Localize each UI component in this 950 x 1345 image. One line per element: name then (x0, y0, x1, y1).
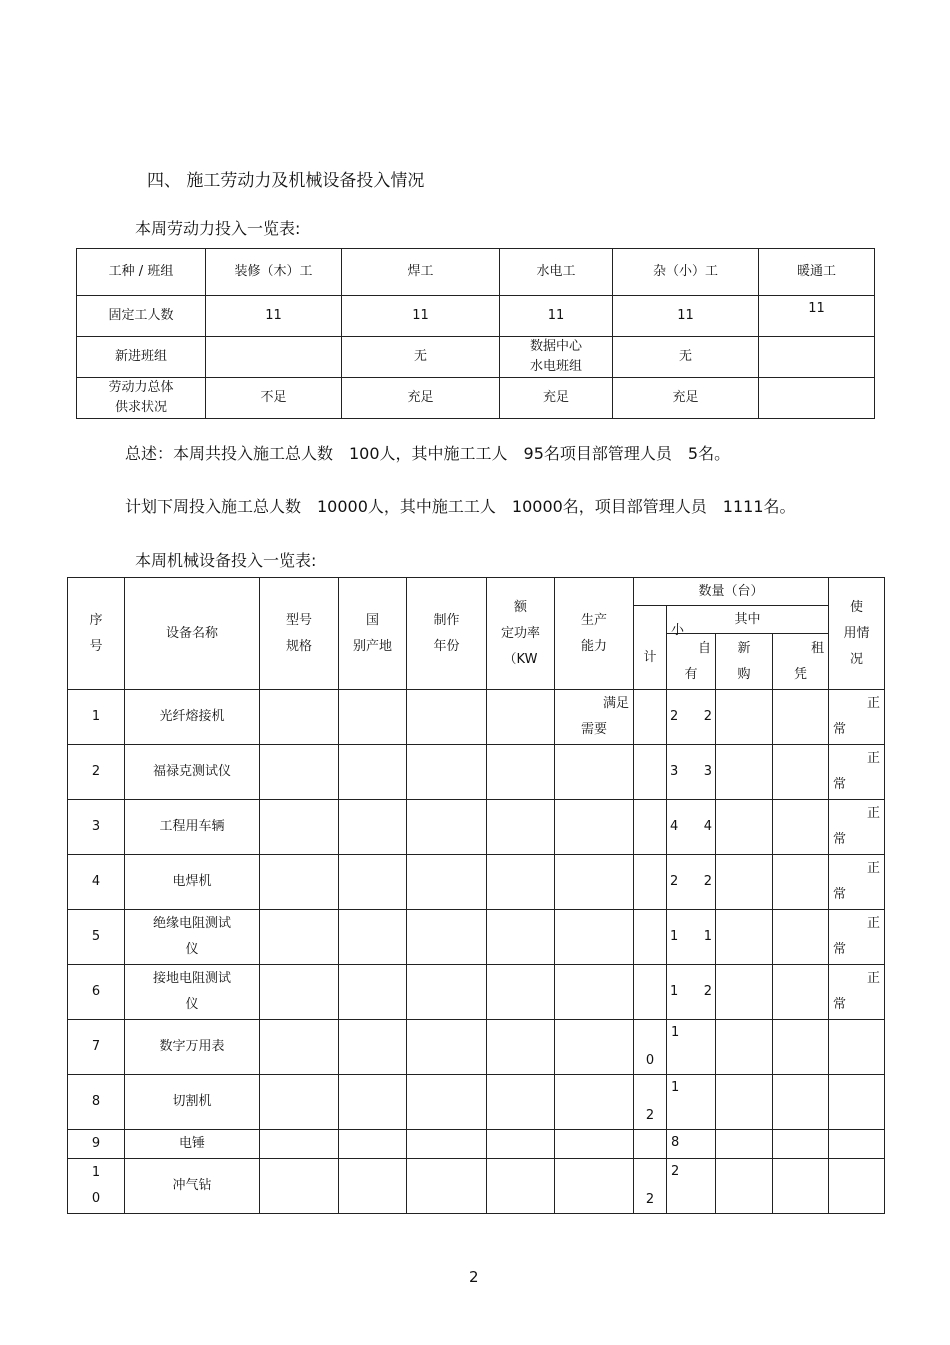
cell-capacity (555, 910, 634, 965)
cell-origin (339, 910, 407, 965)
cell-total: 2 (634, 1075, 667, 1130)
cell-seq (68, 1075, 125, 1130)
cell-model (260, 1159, 339, 1214)
cell-origin (339, 1159, 407, 1214)
cell-total (634, 800, 667, 855)
cell-own-value: 2 (703, 984, 712, 999)
cell-own (667, 800, 716, 855)
cell-line: 5 (91, 929, 101, 944)
cell-line: 7 (91, 1039, 101, 1054)
cell-line: 8 (91, 1094, 101, 1109)
cell-year (407, 1130, 487, 1159)
cell-status (829, 1159, 885, 1214)
cell-line: 福禄克测试仪 (152, 764, 231, 779)
cell-total (634, 690, 667, 745)
cell-own-value: 2 (703, 709, 712, 724)
cell-rent (773, 800, 829, 855)
labor-header-cell: 暖通工 (759, 249, 875, 296)
cell-total (634, 910, 667, 965)
cell-year (407, 855, 487, 910)
equipment-row (68, 745, 885, 800)
cell-origin (339, 1020, 407, 1075)
cell-total (634, 855, 667, 910)
cell-new (716, 855, 773, 910)
cell-line: 绝缘电阻测试 (152, 916, 231, 931)
cell-line: 接地电阻测试 (152, 971, 231, 986)
cell-rent (773, 1159, 829, 1214)
cell-own (667, 745, 716, 800)
cell-small: 1 (670, 984, 679, 999)
cell-line: 常 (833, 997, 847, 1012)
header-text: 别产地 (352, 638, 392, 654)
cell-small: 1 (670, 929, 679, 944)
labor-header-cell: 水电工 (500, 249, 613, 296)
labor-cell: 充足 (613, 378, 759, 419)
cell-model (260, 800, 339, 855)
cell-line: 常 (833, 722, 847, 737)
cell-seq (68, 1020, 125, 1075)
cell-seq (68, 910, 125, 965)
cell-new (716, 910, 773, 965)
cell-line: 仪 (185, 942, 199, 957)
cell-own: 2 (667, 1159, 716, 1214)
labor-cell (759, 337, 875, 378)
cell-new (716, 1020, 773, 1075)
cell-power (487, 1130, 555, 1159)
cell-name (125, 910, 260, 965)
cell-rent (773, 1130, 829, 1159)
cell-seq (68, 965, 125, 1020)
cell-line: 正 (867, 806, 881, 821)
labor-cell: 11 (613, 296, 759, 337)
cell-small: 3 (670, 764, 679, 779)
header-quantity: 数量（台） (634, 578, 829, 606)
cell-new (716, 1130, 773, 1159)
cell-capacity (555, 1159, 634, 1214)
cell-line: 满足 (602, 696, 629, 711)
cell-small: 2 (670, 874, 679, 889)
cell-total (634, 745, 667, 800)
cell-capacity (555, 1075, 634, 1130)
cell-status (829, 855, 885, 910)
cell-model (260, 1075, 339, 1130)
cell-seq (68, 800, 125, 855)
labor-header-cell: 装修（木）工 (206, 249, 342, 296)
header-text: 小 (671, 623, 685, 638)
labor-row-label: 新进班组 (77, 337, 206, 378)
labor-cell: 11 (206, 296, 342, 337)
cell-line: 切割机 (172, 1094, 212, 1109)
cell-year (407, 690, 487, 745)
cell-line: 正 (867, 861, 881, 876)
labor-row-label: 固定工人数 (77, 296, 206, 337)
cell-new (716, 745, 773, 800)
cell-power (487, 690, 555, 745)
cell-origin (339, 745, 407, 800)
labor-cell (759, 378, 875, 419)
header-text: 生产 (580, 612, 607, 628)
cell-name (125, 1159, 260, 1214)
cell-seq (68, 1130, 125, 1159)
cell-year (407, 1159, 487, 1214)
header-text: 年份 (433, 638, 460, 654)
header-text: 购 (737, 666, 751, 682)
cell-rent (773, 910, 829, 965)
cell-rent (773, 965, 829, 1020)
equipment-table-title: 本周机械设备投入一览表: (135, 551, 317, 570)
labor-cell: 无 (342, 337, 500, 378)
header-among: 其中 (667, 606, 829, 634)
cell-status (829, 800, 885, 855)
cell-capacity (555, 690, 634, 745)
cell-line: 数字万用表 (159, 1039, 225, 1054)
cell-line: 4 (91, 874, 101, 889)
cell-power (487, 800, 555, 855)
cell-model (260, 965, 339, 1020)
header-new (716, 634, 773, 690)
cell-own: 1 (667, 1020, 716, 1075)
header-rent (773, 634, 829, 690)
header-origin (339, 578, 407, 690)
cell-seq (68, 690, 125, 745)
cell-own: 1 (667, 1075, 716, 1130)
cell-small: 2 (670, 709, 679, 724)
header-total: 计 (634, 606, 667, 690)
cell-own (667, 855, 716, 910)
cell-line: 6 (91, 984, 101, 999)
cell-name (125, 800, 260, 855)
cell-line: 3 (91, 819, 101, 834)
cell-total (634, 965, 667, 1020)
cell-name (125, 745, 260, 800)
cell-seq (68, 855, 125, 910)
cell-power (487, 855, 555, 910)
cell-line: 常 (833, 942, 847, 957)
equipment-table (67, 577, 885, 1214)
labor-header-cell: 工种 / 班组 (77, 249, 206, 296)
cell-line: 正 (867, 916, 881, 931)
cell-new (716, 690, 773, 745)
header-text: 使 (850, 599, 864, 615)
cell-capacity (555, 800, 634, 855)
header-text: 制作 (433, 612, 460, 628)
cell-status (829, 690, 885, 745)
cell-rent (773, 745, 829, 800)
cell-model (260, 745, 339, 800)
header-text: 有 (684, 666, 698, 682)
equipment-row (68, 1159, 885, 1214)
equipment-row (68, 1130, 885, 1159)
cell-year (407, 1020, 487, 1075)
labor-cell: 无 (613, 337, 759, 378)
header-capacity (555, 578, 634, 690)
cell-model (260, 855, 339, 910)
cell-small: 4 (670, 819, 679, 834)
labor-cell: 11 (342, 296, 500, 337)
cell-name (125, 1130, 260, 1159)
cell-line: 1 (91, 709, 101, 724)
labor-cell: 不足 (206, 378, 342, 419)
header-text: 况 (850, 651, 864, 667)
labor-header-cell: 杂（小）工 (613, 249, 759, 296)
header-name: 设备名称 (125, 578, 260, 690)
cell-year (407, 800, 487, 855)
cell-status (829, 965, 885, 1020)
labor-table (76, 248, 875, 419)
equipment-body (68, 690, 885, 1214)
equipment-row (68, 800, 885, 855)
cell-year (407, 965, 487, 1020)
header-text: 凭 (794, 666, 808, 682)
cell-line: 0 (91, 1191, 101, 1206)
cell-status (829, 910, 885, 965)
cell-name (125, 965, 260, 1020)
header-status (829, 578, 885, 690)
cell-total (634, 1130, 667, 1159)
header-seq (68, 578, 125, 690)
cell-own-value: 4 (703, 819, 712, 834)
cell-year (407, 910, 487, 965)
labor-cell: 11 (500, 296, 613, 337)
cell-total: 2 (634, 1159, 667, 1214)
cell-capacity (555, 1130, 634, 1159)
cell-new (716, 1159, 773, 1214)
labor-header-cell: 焊工 (342, 249, 500, 296)
cell-own-value: 1 (703, 929, 712, 944)
header-text: 定功率 (500, 625, 540, 641)
cell-capacity (555, 1020, 634, 1075)
cell-line: 常 (833, 832, 847, 847)
cell-line: 2 (91, 764, 101, 779)
cell-status (829, 1075, 885, 1130)
header-text: 国 (365, 612, 379, 628)
labor-cell: 数据中心 水电班组 (500, 337, 613, 378)
cell-new (716, 1075, 773, 1130)
cell-power (487, 1075, 555, 1130)
cell-own-value: 2 (703, 874, 712, 889)
cell-rent (773, 1020, 829, 1075)
cell-line: 需要 (580, 722, 607, 737)
cell-rent (773, 690, 829, 745)
cell-model (260, 910, 339, 965)
cell-own (667, 965, 716, 1020)
cell-total: 0 (634, 1020, 667, 1075)
cell-line: 1 (91, 1165, 101, 1180)
cell-capacity (555, 965, 634, 1020)
header-text: 型号 (285, 612, 312, 628)
cell-power (487, 1020, 555, 1075)
cell-origin (339, 1075, 407, 1130)
header-text: 号 (89, 638, 103, 654)
cell-line: 常 (833, 887, 847, 902)
labor-row-label: 劳动力总体 供求状况 (77, 378, 206, 419)
cell-origin (339, 855, 407, 910)
cell-own: 8 (667, 1130, 716, 1159)
equipment-row (68, 1020, 885, 1075)
equipment-row (68, 910, 885, 965)
cell-status (829, 1130, 885, 1159)
cell-name (125, 1020, 260, 1075)
summary-line: 总述：本周共投入施工总人数 100人，其中施工工人 95名项目部管理人员 5名。 (125, 444, 731, 463)
plan-line: 计划下周投入施工总人数 10000人，其中施工工人 10000名，项目部管理人员 1111名。 (125, 497, 796, 516)
cell-power (487, 745, 555, 800)
labor-cell (206, 337, 342, 378)
cell-origin (339, 800, 407, 855)
section-heading: 四、 施工劳动力及机械设备投入情况 (147, 171, 425, 191)
cell-seq (68, 745, 125, 800)
cell-capacity (555, 745, 634, 800)
header-text: 序 (89, 612, 103, 628)
labor-cell: 充足 (500, 378, 613, 419)
cell-capacity (555, 855, 634, 910)
cell-model (260, 1020, 339, 1075)
header-text: 用情 (843, 625, 870, 641)
cell-line: 电锤 (178, 1136, 205, 1151)
cell-origin (339, 1130, 407, 1159)
header-text: 额 (513, 599, 527, 615)
cell-rent (773, 855, 829, 910)
header-text: 自 (697, 640, 711, 656)
cell-rent (773, 1075, 829, 1130)
cell-line: 正 (867, 751, 881, 766)
cell-line: 电焊机 (172, 874, 212, 889)
equipment-row (68, 1075, 885, 1130)
page-number: 2 (469, 1268, 479, 1286)
header-text: 新 (737, 640, 751, 656)
header-text: 能力 (580, 638, 607, 654)
cell-line: 正 (867, 971, 881, 986)
cell-origin (339, 690, 407, 745)
cell-power (487, 965, 555, 1020)
cell-name (125, 1075, 260, 1130)
equipment-row (68, 855, 885, 910)
cell-line: 冲气钻 (172, 1178, 212, 1193)
cell-name (125, 855, 260, 910)
equipment-row (68, 965, 885, 1020)
cell-status (829, 1020, 885, 1075)
cell-line: 正 (867, 696, 881, 711)
labor-cell: 充足 (342, 378, 500, 419)
cell-line: 光纤熔接机 (159, 709, 225, 724)
cell-line: 常 (833, 777, 847, 792)
cell-year (407, 745, 487, 800)
cell-origin (339, 965, 407, 1020)
equipment-row (68, 690, 885, 745)
cell-status (829, 745, 885, 800)
cell-line: 仪 (185, 997, 199, 1012)
header-text: 租 (811, 640, 825, 656)
cell-power (487, 1159, 555, 1214)
labor-table-title: 本周劳动力投入一览表: (135, 219, 301, 238)
cell-model (260, 690, 339, 745)
header-year (407, 578, 487, 690)
header-power (487, 578, 555, 690)
cell-line: 工程用车辆 (159, 819, 225, 834)
cell-year (407, 1075, 487, 1130)
cell-model (260, 1130, 339, 1159)
header-text: 规格 (285, 638, 312, 654)
header-model (260, 578, 339, 690)
header-own (667, 623, 716, 690)
cell-seq (68, 1159, 125, 1214)
header-text: （KW (503, 651, 538, 667)
cell-new (716, 800, 773, 855)
labor-cell: 11 (759, 296, 875, 337)
cell-power (487, 910, 555, 965)
cell-new (716, 965, 773, 1020)
cell-own (667, 910, 716, 965)
cell-name (125, 690, 260, 745)
cell-own-value: 3 (703, 764, 712, 779)
cell-line: 9 (91, 1136, 101, 1151)
cell-own (667, 690, 716, 745)
